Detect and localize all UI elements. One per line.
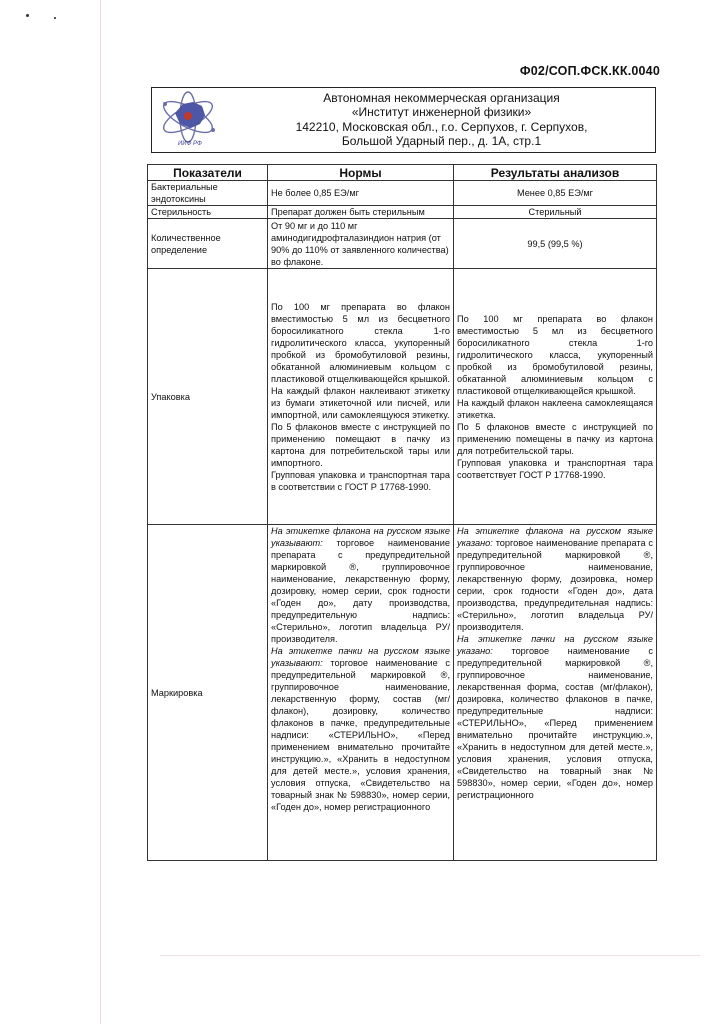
- result-cell: Стерильный: [454, 206, 657, 219]
- page-edge-line: [100, 0, 101, 1024]
- norm-paragraph: торговое наименование с предупредительной маркировкой ®, группировочное наименование, лекарственную форму, состав (мг/флакон), дозировку, количество флаконов в пачке, предупредительные надписи: «СТЕРИЛЬНО», «Перед применением внимательно прочитайте инструкцию.», «Хранить в недоступном для детей месте.», условия хранения, условия отпуска, «Свидетельство на товарный знак № 598830», номер серии, «Годен до», номер регистрационного: [271, 658, 450, 812]
- table-row: [148, 206, 657, 219]
- result-paragraph: Групповая упаковка и транспортная тара соответствует ГОСТ Р 17768-1990.: [457, 457, 653, 480]
- scan-speck: [54, 17, 56, 19]
- org-line-3: 142210, Московская обл., г.о. Серпухов, г. Серпухов,: [295, 119, 588, 134]
- result-cell: 99,5 (99,5 %): [454, 219, 657, 269]
- result-cell: Менее 0,85 ЕЭ/мг: [454, 181, 657, 206]
- result-paragraph: По 100 мг препарата во флакон вместимостью 5 мл из бесцветного боросиликатного стекла 1-го гидролитического класса, укупоренный пробкой из бромобутиловой резины, обкатанной алюминиевым кольцом с пластиковой отщелкивающейся крышкой.: [457, 313, 653, 396]
- org-line-4: Большой Ударный пер., д. 1А, стр.1: [341, 134, 542, 149]
- indicator-cell: Количественное определение: [148, 219, 268, 269]
- table-row: [148, 525, 657, 861]
- scan-speck: [26, 14, 29, 17]
- table-row: [148, 269, 657, 525]
- org-line-1: Автономная некоммерческая организация: [323, 91, 560, 105]
- norm-cell: Не более 0,85 ЕЭ/мг: [268, 181, 454, 206]
- organization-header: [151, 87, 656, 153]
- result-lead: На этикетке флакона на русском языке указано:: [457, 526, 653, 548]
- indicator-cell: Упаковка: [148, 269, 268, 525]
- norm-cell: [268, 525, 454, 861]
- table-row: [148, 219, 657, 269]
- norm-paragraph: По 5 флаконов вместе с инструкцией по применению помещают в пачку из картона для потребительской тары или импортного.: [271, 421, 450, 468]
- logo-caption: ИИФ РФ: [178, 141, 202, 147]
- result-paragraph: торговое наименование препарата с предупредительной маркировкой ®, группировочное наименование, лекарственную форму, дозировка, номер серии, срок годности «Годен до», дата производства, предупредительная надпись: «Стерильно», логотип владельца РУ/производителя.: [457, 538, 653, 632]
- result-paragraph: торговое наименование с предупредительной маркировкой ®, группировочное наименование, лекарственная форма, состав (мг/флакон), дозировка, количество флаконов в пачке, предупредительные надписи: «СТЕРИЛЬНО», «Перед применением внимательно прочитайте инструкцию.», «Хранить в недоступном для детей месте.», условия хранения, условия отпуска, «Свидетельство на товарный знак № 598830», номер серии, «Годен до», номер регистрационного: [457, 646, 653, 800]
- header-indicators: Показатели: [148, 165, 268, 181]
- organization-text: [232, 91, 651, 149]
- result-cell: [454, 269, 657, 525]
- org-line-2: «Институт инженерной физики»: [351, 105, 532, 120]
- indicator-cell: Маркировка: [148, 525, 268, 861]
- table-header-row: [148, 165, 657, 181]
- norm-cell: От 90 мг и до 110 мг аминодигидрофталазиндион натрия (от 90% до 110% от заявленного количества) во флаконе.: [268, 219, 454, 269]
- result-cell: [454, 525, 657, 861]
- header-norms: Нормы: [268, 165, 454, 181]
- norm-cell: [268, 269, 454, 525]
- norm-cell: Препарат должен быть стерильным: [268, 206, 454, 219]
- scan-artifact-line: [160, 955, 700, 956]
- table-row: [148, 181, 657, 206]
- norm-lead: На этикетке пачки на русском языке указывают:: [271, 646, 450, 668]
- result-paragraph: По 5 флаконов вместе с инструкцией по применению помещены в пачку из картона для потребительской тары.: [457, 421, 653, 456]
- analysis-table: [147, 164, 657, 861]
- institute-logo-icon: [158, 91, 220, 149]
- header-results: Результаты анализов: [454, 165, 657, 181]
- result-paragraph: На каждый флакон наклеена самоклеящаяся этикетка.: [457, 397, 653, 420]
- document-code: Ф02/СОП.ФСК.КК.0040: [519, 64, 660, 78]
- norm-lead: На этикетке флакона на русском языке указывают:: [271, 526, 450, 548]
- norm-paragraph: По 100 мг препарата во флакон вместимостью 5 мл из бесцветного боросиликатного стекла 1-го гидролитического класса, укупоренный пробкой из бромобутиловой резины, обкатанной алюминиевым кольцом с пластиковой отщелкивающейся крышкой. На каждый флакон наклеивают этикетку из бумаги этикеточной или писчей, или импортной, или самоклеящуюся этикетку.: [271, 301, 450, 420]
- indicator-cell: Стерильность: [148, 206, 268, 219]
- norm-paragraph: торговое наименование препарата с предупредительной маркировкой ®, группировочное наименование, лекарственную форму, дозировку, номер серии, срок годности «Годен до», дату производства, предупредительную надпись: «Стерильно», логотип владельца РУ/производителя.: [271, 538, 450, 644]
- result-lead: На этикетке пачки на русском языке указано:: [457, 634, 653, 656]
- indicator-cell: Бактериальные эндотоксины: [148, 181, 268, 206]
- norm-paragraph: Групповая упаковка и транспортная тара в соответствии с ГОСТ Р 17768-1990.: [271, 469, 450, 492]
